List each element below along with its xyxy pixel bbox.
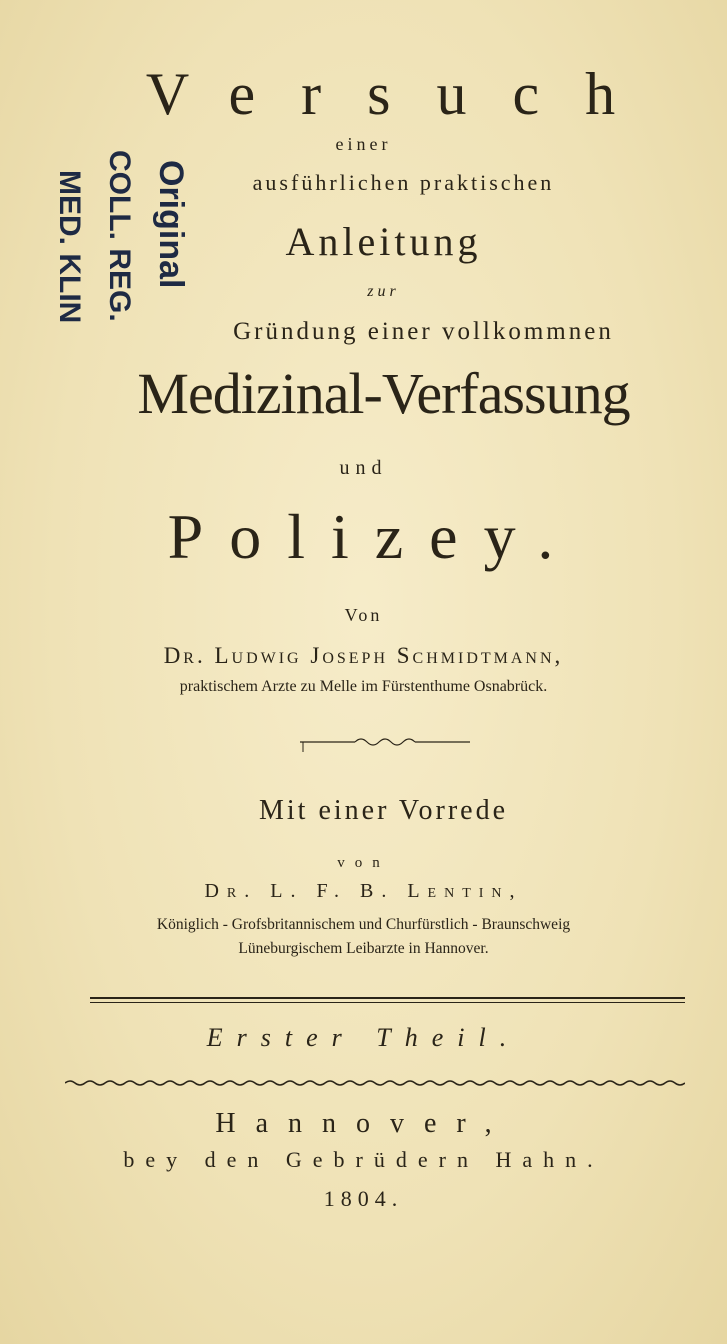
imprint-place: Hannover,: [215, 1108, 512, 1139]
title-gruendung: Gründung einer vollkommnen: [233, 318, 614, 345]
imprint-year: 1804.: [323, 1186, 404, 1211]
preface-mit: Mit einer Vorrede: [258, 795, 509, 826]
title-einer: einer: [335, 134, 392, 154]
preface-author: Dr. L. F. B. Lentin,: [204, 880, 523, 902]
author-name: Dr. Ludwig Joseph Schmidtmann,: [163, 643, 564, 668]
stamp-ring-left: MED. KLIN: [53, 170, 86, 324]
title-zur: zur: [367, 283, 400, 300]
double-rule-top: [90, 997, 685, 999]
title-medizinal: Medizinal-Verfassung: [137, 361, 630, 426]
preface-von: von: [337, 855, 390, 871]
title-anleitung: Anleitung: [285, 219, 482, 264]
wavy-rule: [65, 1078, 685, 1088]
title-polizey: Polizey.: [167, 501, 580, 572]
preface-author-desc-1: Königlich - Grofsbritannischem und Churfürstlich - Braunschweig: [156, 916, 571, 933]
stamp-center: COLL. REG.: [103, 150, 136, 322]
ornament-divider: [295, 730, 475, 754]
title-ausfuehrlichen: ausführlichen praktischen: [252, 170, 555, 195]
volume-label: Erster Theil.: [206, 1023, 521, 1052]
title-und: und: [339, 457, 388, 479]
double-rule-bottom: [90, 1002, 685, 1003]
author-von: Von: [344, 605, 383, 625]
author-description: praktischem Arzte zu Melle im Fürstenthume Osnabrück.: [179, 678, 548, 695]
preface-author-desc-2: Lüneburgischem Leibarzte in Hannover.: [238, 940, 489, 957]
imprint-publisher: bey den Gebrüdern Hahn.: [123, 1147, 604, 1172]
stamp-ring-top: Original: [152, 160, 190, 289]
title-versuch: Versuch: [145, 61, 662, 127]
